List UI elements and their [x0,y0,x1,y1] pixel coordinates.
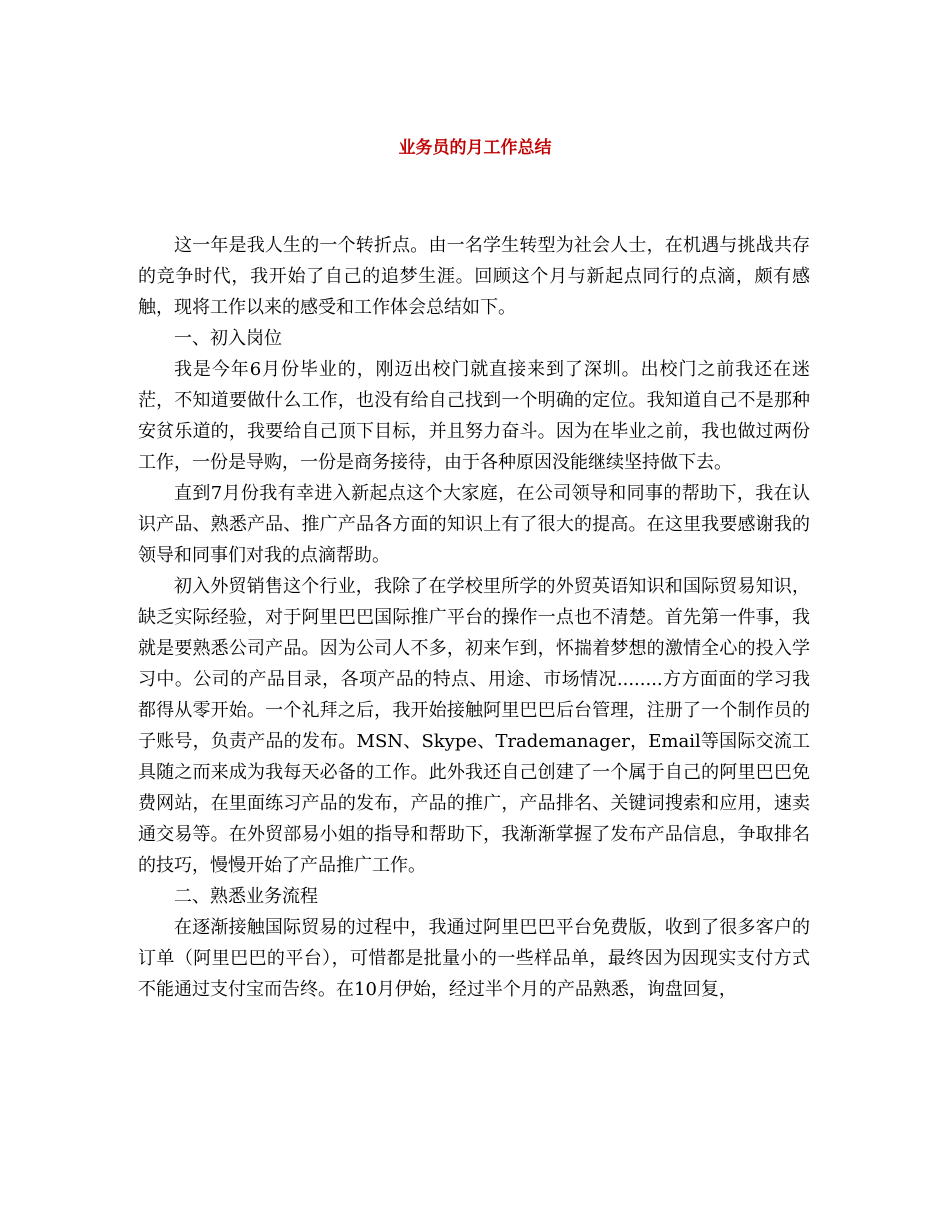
section-heading-1: 一、初入岗位 [174,328,282,349]
paragraph: 我是今年6月份毕业的，刚迈出校门就直接来到了深圳。出校门之前我还在迷茫，不知道要做什么工作，也没有给自己找到一个明确的定位。我知道自己不是那种安贫乐道的，我要给自己顶下目标，并且努力奋斗。因为在毕业之前，我也做过两份工作，一份是导购，一份是商务接待，由于各种原因没能继续坚持做下去。 [138,359,810,473]
document-body [138,230,810,1005]
paragraph: 直到7月份我有幸进入新起点这个大家庭，在公司领导和同事的帮助下，我在认识产品、熟悉产品、推广产品各方面的知识上有了很大的提高。在这里我要感谢我的领导和同事们对我的点滴帮助。 [138,483,810,566]
paragraph-intro: 这一年是我人生的一个转折点。由一名学生转型为社会人士，在机遇与挑战共存的竞争时代，我开始了自己的追梦生涯。回顾这个月与新起点同行的点滴，颇有感触，现将工作以来的感受和工作体会总结如下。 [138,235,810,318]
section-heading-2: 二、熟悉业务流程 [174,886,318,907]
paragraph: 初入外贸销售这个行业，我除了在学校里所学的外贸英语知识和国际贸易知识，缺乏实际经验，对于阿里巴巴国际推广平台的操作一点也不清楚。首先第一件事，我就是要熟悉公司产品。因为公司人不多，初来乍到，怀揣着梦想的激情全心的投入学习中。公司的产品目录，各项产品的特点、用途、市场情况........方方面面的学习我都得从零开始。一个礼拜之后，我开始接触阿里巴巴后台管理，注册了一个制作员的子账号，负责产品的发布。MSN、Skype、Trademanager，Email等国际交流工具随之而来成为我每天必备的工作。此外我还自己创建了一个属于自己的阿里巴巴免费网站，在里面练习产品的发布，产品的推广，产品排名、关键词搜索和应用，速卖通交易等。在外贸部易小姐的指导和帮助下，我渐渐掌握了发布产品信息，争取排名的技巧，慢慢开始了产品推广工作。 [138,576,810,876]
paragraph: 在逐渐接触国际贸易的过程中，我通过阿里巴巴平台免费版，收到了很多客户的订单（阿里巴巴的平台），可惜都是批量小的一些样品单，最终因为因现实支付方式不能通过支付宝而告终。在10月伊始，经过半个月的产品熟悉，询盘回复， [138,917,810,1000]
document-title: 业务员的月工作总结 [398,138,552,158]
